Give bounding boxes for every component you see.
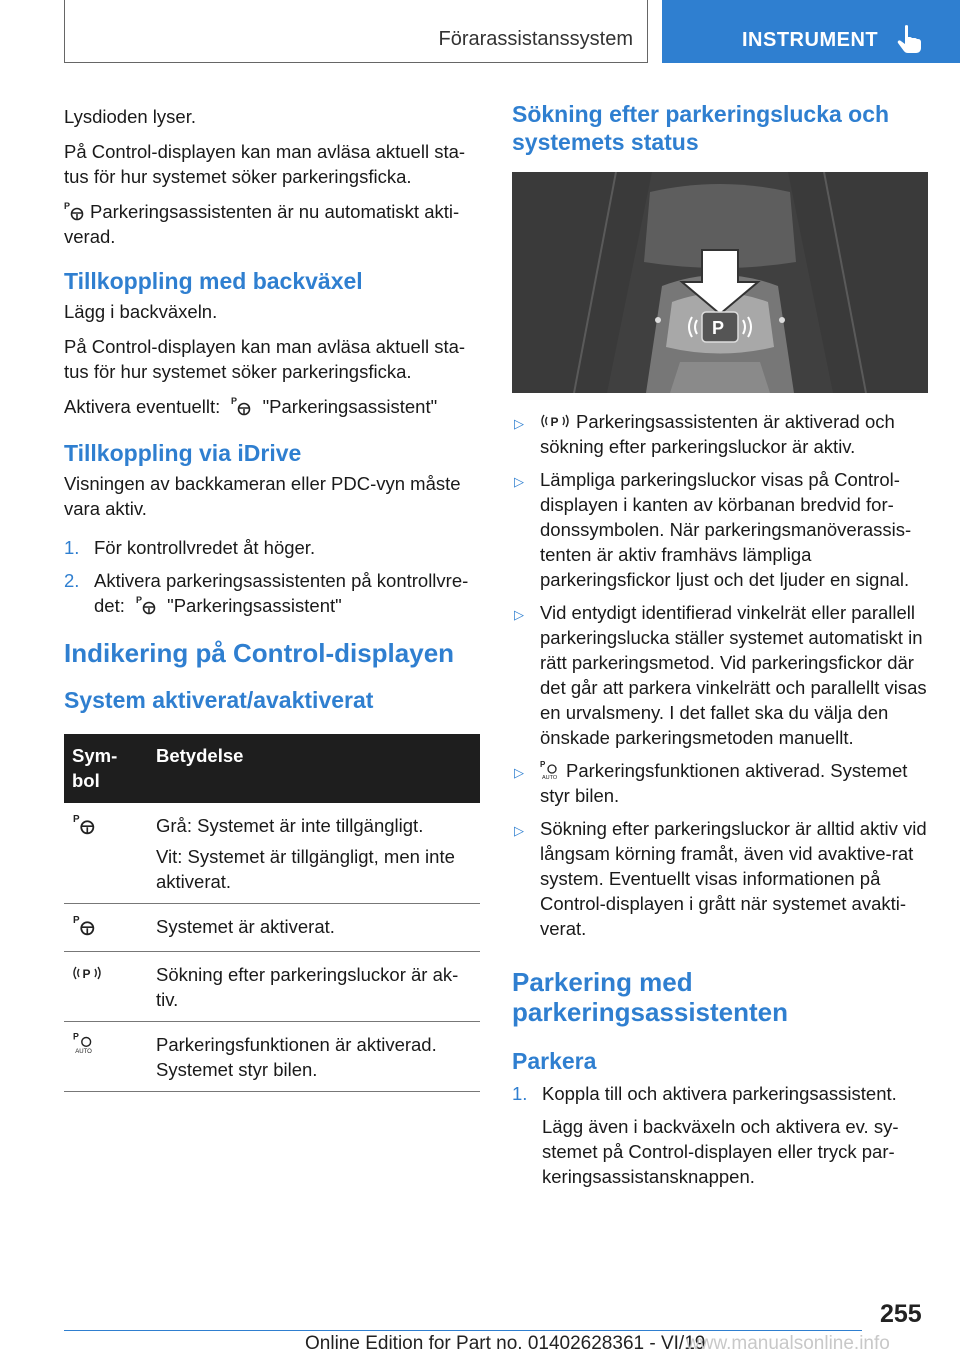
heading-indikering: Indikering på Control-displayen [64,638,455,668]
status-text: På Control-displayen kan man avläsa aktuell sta-tus för hur systemet söker parkeringsficka. [64,141,466,187]
heading-parkering: Parkering med parkeringsassistenten [512,967,789,1027]
edition-text: Online Edition for Part no. 01402628361 - VI/19 [305,1333,706,1354]
chapter-tab[interactable] [662,0,960,63]
symbol-table [64,734,480,1092]
parking-steps [512,1081,932,1189]
idrive-steps [64,535,478,618]
heading-backvaxel: Tillkoppling med backväxel [64,268,363,294]
svg-text:P: P [136,595,143,605]
auto-activated-text: P Parkeringsassistenten är nu automatiskt akti-verad. [64,201,460,247]
svg-text:P: P [73,1032,79,1042]
footer-divider [64,1330,862,1331]
parking-search-illustration [512,172,928,393]
page-number: 255 [880,1300,922,1328]
status-bullets [512,409,932,941]
left-column [64,100,478,1092]
heading-parkera: Parkera [512,1048,597,1074]
pointing-hand-icon [896,24,922,54]
watermark: www.manualsonline.info [686,1333,890,1354]
section-title: Förarassistanssystem [438,28,633,50]
parking-auto-icon [72,1032,96,1054]
reverse-gear-text: Lägg i backväxeln. [64,301,218,322]
status-text-2: På Control-displayen kan man avläsa aktuell sta-tus för hur systemet söker parkeringsficka. [64,336,466,382]
heading-system: System aktiverat/avaktiverat [64,687,374,713]
parking-assistant-icon [72,914,96,936]
table-row [64,1022,480,1092]
svg-text:P: P [73,813,80,825]
parking-assistant-icon [72,813,96,835]
svg-text:P: P [540,760,546,769]
table-row [64,904,480,952]
table-cell-text: Grå: Systemet är inte tillgängligt. [156,815,424,836]
heading-sokning: Sökning efter parkeringslucka och systemets status [512,101,890,155]
section-header [64,0,648,63]
table-header-meaning: Betydelse [148,734,480,803]
car-parking-display-image [512,172,928,393]
camera-text: Visningen av backkameran eller PDC-vyn måste vara aktiv. [64,473,461,519]
list-item: ▷ Sökning efter parkeringsluckor är alltid aktiv vid långsam körning framåt, även vid avaktive-rat system. Eventuellt visas informationen på Control-displayen i grått när systemet avakti-verat. [514,818,927,939]
led-text: Lysdioden lyser. [64,106,196,127]
table-row [64,952,480,1022]
svg-text:P: P [64,201,71,211]
parking-assistant-icon [136,595,156,615]
list-item: ▷ P AUTO Parkeringsfunktionen aktiverad. Systemet styr bilen. [514,760,908,806]
svg-text:AUTO: AUTO [75,1048,92,1054]
right-column [512,100,932,1197]
svg-text:P: P [712,318,725,338]
list-item: 1. Koppla till och aktivera parkeringsassistent. Lägg även i backväxeln och aktivera ev. sy-stemet på Control-displayen eller tryck par-keringsassistansknappen. [512,1081,932,1189]
table-cell-text: Vit: Systemet är tillgängligt, men inte aktiverat. [156,846,455,892]
activate-text: Aktivera eventuellt: P "Parkeringsassistent" [64,396,438,417]
parking-search-icon [72,962,102,984]
table-header-symbol: Sym-bol [64,734,148,803]
table-cell-text: Systemet är aktiverat. [156,916,335,937]
table-row [64,803,480,904]
step-detail: Lägg även i backväxeln och aktivera ev. sy-stemet på Control-displayen eller tryck par-keringsassistansknappen. [542,1116,899,1187]
svg-text:AUTO: AUTO [542,775,558,780]
parking-assistant-icon [231,396,251,416]
parking-auto-icon [540,760,560,780]
svg-text:P: P [73,914,80,926]
svg-text:P: P [82,967,91,981]
svg-text:P: P [231,396,238,406]
list-item: ▷ Lämpliga parkeringsluckor visas på Control-displayen i kanten av körbanan bredvid for-donssymbolen. När parkeringsmanöverassis-tenten är aktiv framhävs lämpliga parkeringsfickor ljust och det ljuder en signal. [514,469,912,590]
heading-idrive: Tillkoppling via iDrive [64,440,302,466]
chapter-title: INSTRUMENT [742,29,879,51]
list-item: 2. Aktivera parkeringsassistenten på kontrollvre-det: P "Parkeringsassistent" [64,570,469,616]
table-cell-text: Parkeringsfunktionen är aktiverad. Systemet styr bilen. [156,1034,437,1080]
list-item: ▷ P Parkeringsassistenten är aktiverad och sökning efter parkeringsluckor är aktiv. [514,411,895,457]
list-item: ▷ Vid entydigt identifierad vinkelrät eller parallell parkeringslucka ställer systemet automatiskt in rätt parkeringsmetod. Vid parkeringsfickor där det går att parkera vinkelrätt och parallellt visas en urvalsmeny. I det fallet ska du välja den önskade parkeringsmetoden manuellt. [514,602,927,748]
svg-text:P: P [550,415,559,429]
list-item: 1. För kontrollvredet åt höger. [64,537,316,558]
parking-assistant-icon [64,201,84,221]
parking-search-icon [540,411,570,431]
table-cell-text: Sökning efter parkeringsluckor är ak-tiv. [156,964,459,1010]
